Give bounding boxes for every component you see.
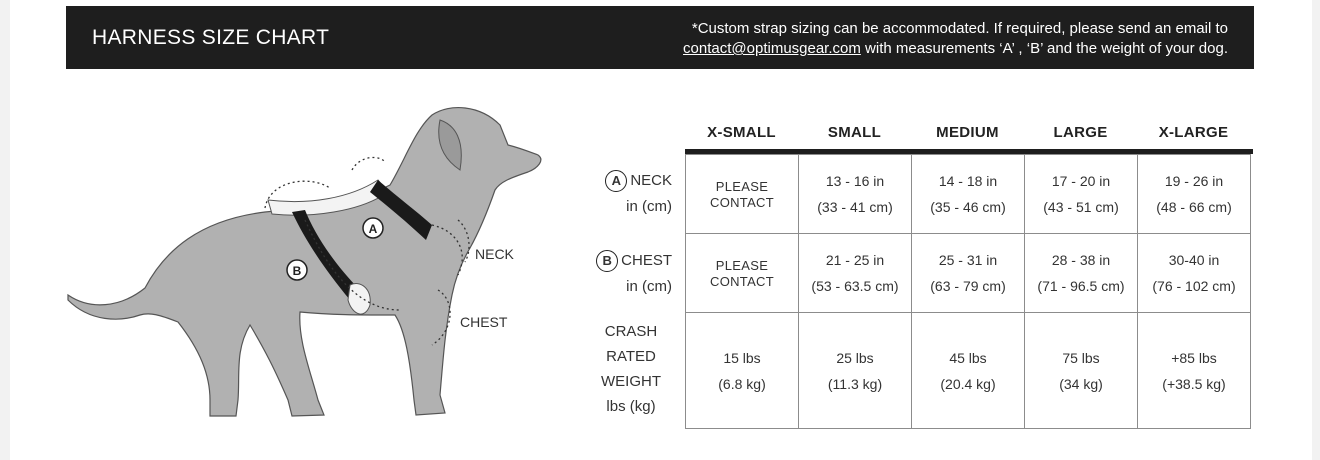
table-cell [1025,313,1138,429]
col-header-xsmall: X-SMALL [707,124,776,141]
row-label-neck-title: NECK [630,172,672,189]
cell-contact-line: CONTACT [710,274,774,289]
table-cell [686,234,799,313]
cell-line-2: (33 - 41 cm) [817,199,893,215]
cell-line-1: 75 lbs [1062,349,1100,366]
cell-line-2: (71 - 96.5 cm) [1037,278,1125,294]
table-cell [799,234,912,313]
cell-line-1: 13 - 16 in [825,173,885,189]
cell-line-1: 25 - 31 in [938,252,998,268]
row-label-chest-unit: in (cm) [626,278,672,295]
cell-line-2: (48 - 66 cm) [1156,199,1232,215]
table-cell [686,313,799,429]
row-label-neck-unit: in (cm) [626,198,672,215]
cell-line-1: +85 lbs [1171,349,1217,366]
contact-email-link[interactable]: contact@optimusgear.com [683,40,861,57]
table-cell [912,313,1025,429]
page-title: HARNESS SIZE CHART [92,26,330,49]
table-row [686,313,1251,429]
table-row [686,155,1251,234]
table-cell [799,313,912,429]
neck-top-arc [352,157,385,170]
dog-harness-diagram [60,100,590,430]
col-header-xlarge: X-LARGE [1158,124,1229,141]
cell-contact-line: PLEASE [715,179,769,194]
table-cell [1025,155,1138,234]
cell-line-2: (20.4 kg) [940,375,996,392]
table-cell [1025,234,1138,313]
cell-line-2: (63 - 79 cm) [930,278,1006,294]
note-line-2: with measurements ‘A’ , ‘B’ and the weight of your dog. [860,40,1228,57]
col-header-large: LARGE [1053,124,1108,141]
cell-contact-line: CONTACT [710,195,774,210]
row-label-chest [585,248,672,300]
cell-line-2: (34 kg) [1059,375,1103,392]
cell-contact-line: PLEASE [715,258,769,273]
diagram-badge-a: A [368,222,378,236]
cell-line-2: (11.3 kg) [827,375,883,392]
cell-line-2: (43 - 51 cm) [1043,199,1119,215]
neck-label: NECK [475,246,514,262]
cell-line-2: (35 - 46 cm) [930,199,1006,215]
chest-label: CHEST [460,314,508,330]
row-badge-b: B [596,250,618,272]
table-cell [799,155,912,234]
row-badge-a: A [605,170,627,192]
cell-line-2: (53 - 63.5 cm) [811,278,899,294]
cell-line-2: (6.8 kg) [718,375,766,392]
row-label-chest-title: CHEST [621,252,672,269]
table-cell [686,155,799,234]
row-label-weight-2: RATED [606,348,656,365]
cell-line-1: 21 - 25 in [825,252,885,268]
header-bar [66,6,1254,69]
diagram-badge-b: B [292,264,302,278]
cell-line-1: 14 - 18 in [938,173,998,189]
cell-line-1: 15 lbs [723,349,761,366]
table-cell [912,234,1025,313]
table-row [686,234,1251,313]
cell-line-1: 25 lbs [836,349,874,366]
custom-sizing-note [508,19,1228,59]
row-label-neck [590,168,672,220]
cell-line-1: 17 - 20 in [1051,173,1111,189]
col-header-small: SMALL [827,124,882,141]
col-header-medium: MEDIUM [936,124,999,141]
cell-line-1: 28 - 38 in [1051,252,1111,268]
table-cell [1138,313,1251,429]
size-table [685,154,1251,429]
note-line-1: *Custom strap sizing can be accommodated. If required, please send an email to [691,20,1228,37]
row-label-weight-1: CRASH [604,323,658,340]
dog-silhouette [68,108,541,416]
row-label-weight [590,319,672,419]
row-label-weight-4: lbs (kg) [606,398,656,415]
cell-line-2: (+38.5 kg) [1162,375,1226,392]
table-cell [912,155,1025,234]
row-label-weight-3: WEIGHT [601,373,661,390]
table-cell [1138,155,1251,234]
cell-line-1: 30-40 in [1168,252,1220,268]
table-cell [1138,234,1251,313]
cell-line-2: (76 - 102 cm) [1152,278,1236,294]
cell-line-1: 45 lbs [949,349,987,366]
cell-line-1: 19 - 26 in [1164,173,1224,189]
